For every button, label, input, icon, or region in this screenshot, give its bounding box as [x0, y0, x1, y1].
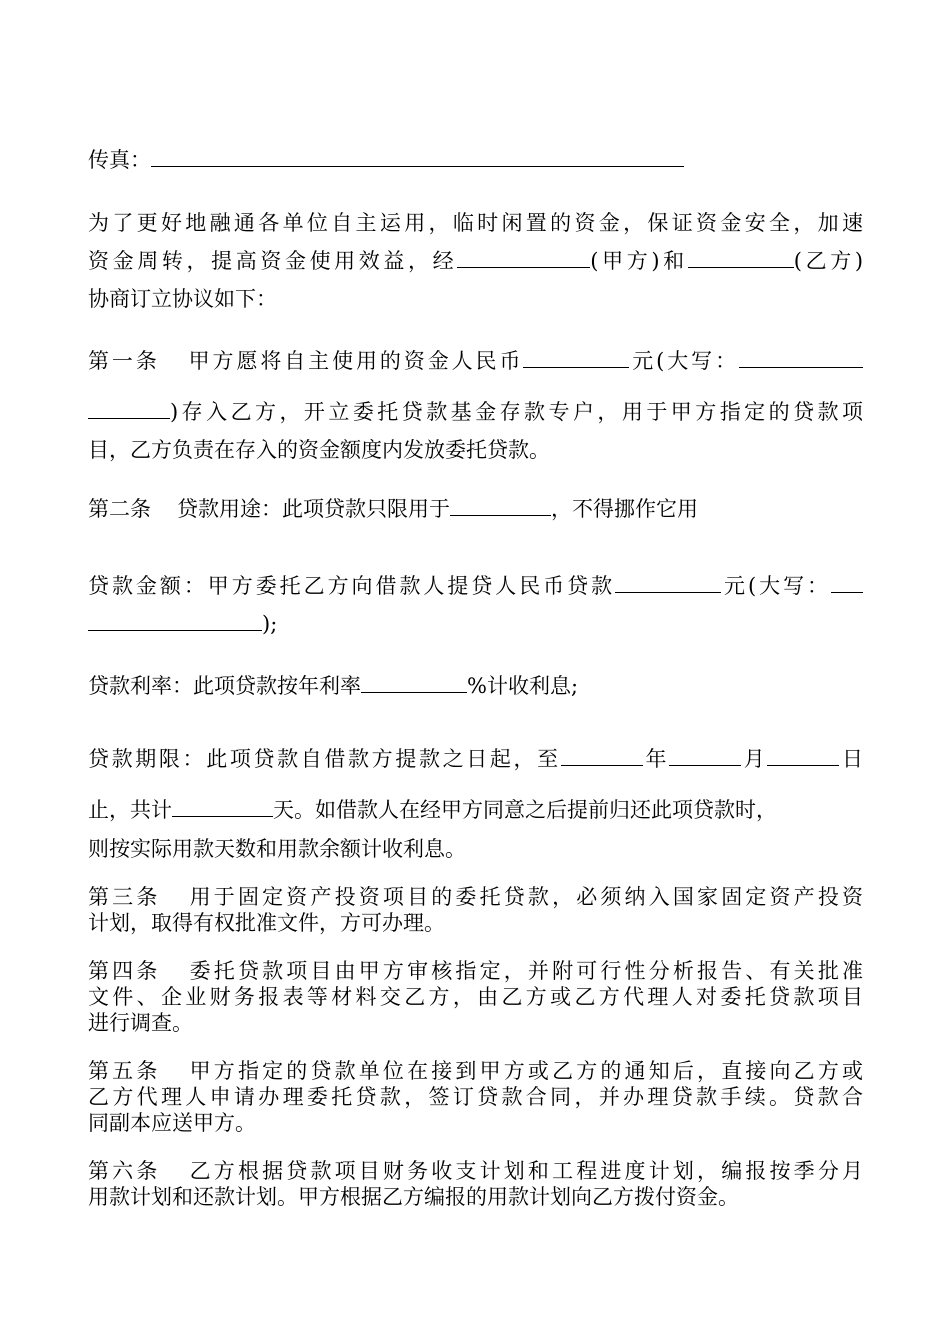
article2-text: 贷款用途：此项贷款只限用于	[177, 497, 450, 521]
year-blank[interactable]	[561, 747, 643, 766]
fax-line	[88, 146, 863, 174]
month-label: 月	[741, 747, 768, 771]
loan-amount-text: 贷款金额：甲方委托乙方向借款人提贷人民币贷款	[88, 574, 616, 598]
article1-line-3: 目，乙方负责在存入的资金额度内发放委托贷款。	[88, 438, 550, 462]
loan-amount-capital-label: 元(大写：	[721, 574, 831, 598]
article5-line-1	[88, 1057, 863, 1085]
amount-capital-blank-cont[interactable]	[88, 400, 170, 419]
fax-label: 传真：	[88, 148, 151, 172]
amount-blank[interactable]	[523, 349, 629, 368]
party-a-label: (甲方)和	[590, 249, 688, 273]
article4-line-3: 进行调查。	[88, 1011, 193, 1035]
loan-amount-line-2	[88, 610, 863, 638]
article1-text: 甲方愿将自主使用的资金人民币	[185, 349, 524, 373]
article4-text: 委托贷款项目由甲方审核指定，并附可行性分析报告、有关批准	[186, 959, 863, 983]
article2-text: ，不得挪作它用	[551, 497, 698, 521]
loan-amount-line-1	[88, 572, 863, 600]
loan-amount-end: );	[262, 612, 278, 636]
article1-line-2	[88, 398, 863, 426]
article2-heading: 第二条	[88, 497, 151, 521]
loan-term-text: 贷款期限：此项贷款自借款方提款之日起，至	[88, 747, 561, 771]
party-b-label: (乙方)	[793, 249, 863, 273]
article4-heading: 第四条	[88, 959, 161, 983]
article1-capital-label: 元(大写：	[629, 349, 740, 373]
loan-rate-text: 贷款利率：此项贷款按年利率	[88, 674, 361, 698]
month-blank[interactable]	[669, 747, 741, 766]
loan-term-text: 天。如借款人在经甲方同意之后提前归还此项贷款时，	[273, 798, 777, 822]
intro-line-1: 为了更好地融通各单位自主运用，临时闲置的资金，保证资金安全，加速	[88, 211, 863, 235]
article6-text: 乙方根据贷款项目财务收支计划和工程进度计划，编报按季分月	[186, 1159, 863, 1183]
loan-term-line-1	[88, 745, 863, 773]
day-blank[interactable]	[767, 747, 839, 766]
amount-capital-blank[interactable]	[739, 349, 863, 368]
loan-amount-blank[interactable]	[615, 574, 721, 593]
days-blank[interactable]	[172, 798, 273, 817]
article5-line-3: 同副本应送甲方。	[88, 1111, 256, 1135]
day-label: 日	[839, 747, 863, 771]
article4-line-2: 文件、企业财务报表等材料交乙方，由乙方或乙方代理人对委托贷款项目	[88, 985, 863, 1009]
article6-line-1	[88, 1157, 863, 1185]
article3-line-1	[88, 883, 863, 911]
article4-line-1	[88, 957, 863, 985]
article3-text: 用于固定资产投资项目的委托贷款，必须纳入国家固定资产投资	[186, 885, 863, 909]
article1-heading: 第一条	[88, 349, 160, 373]
year-label: 年	[642, 747, 670, 771]
intro-line-2	[88, 247, 863, 275]
article6-line-2: 用款计划和还款计划。甲方根据乙方编报的用款计划向乙方拨付资金。	[88, 1185, 739, 1209]
article5-heading: 第五条	[88, 1059, 161, 1083]
loan-rate-text: %计收利息;	[467, 674, 579, 698]
article2-line	[88, 495, 863, 523]
intro-line-3: 协商订立协议如下：	[88, 287, 277, 311]
party-a-blank[interactable]	[457, 249, 590, 268]
intro-text: 资金周转，提高资金使用效益，经	[88, 249, 458, 273]
article5-text: 甲方指定的贷款单位在接到甲方或乙方的通知后，直接向乙方或	[186, 1059, 863, 1083]
article5-line-2: 乙方代理人申请办理委托贷款，签订贷款合同，并办理贷款手续。贷款合	[88, 1085, 863, 1109]
loan-purpose-blank[interactable]	[450, 497, 551, 516]
article3-line-2: 计划，取得有权批准文件，方可办理。	[88, 911, 445, 935]
article6-heading: 第六条	[88, 1159, 161, 1183]
article3-heading: 第三条	[88, 885, 161, 909]
article1-text: )存入乙方，开立委托贷款基金存款专户，用于甲方指定的贷款项	[170, 400, 863, 424]
article1-line-1	[88, 347, 863, 375]
party-b-blank[interactable]	[688, 249, 794, 268]
loan-term-line-2	[88, 796, 863, 824]
loan-amount-capital-blank-cont[interactable]	[88, 612, 262, 631]
loan-rate-line	[88, 672, 863, 700]
loan-rate-blank[interactable]	[361, 674, 467, 693]
fax-blank[interactable]	[151, 148, 684, 167]
loan-amount-capital-blank[interactable]	[831, 574, 863, 593]
loan-term-text: 止，共计	[88, 798, 172, 822]
loan-term-line-3: 则按实际用款天数和用款余额计收利息。	[88, 837, 466, 861]
